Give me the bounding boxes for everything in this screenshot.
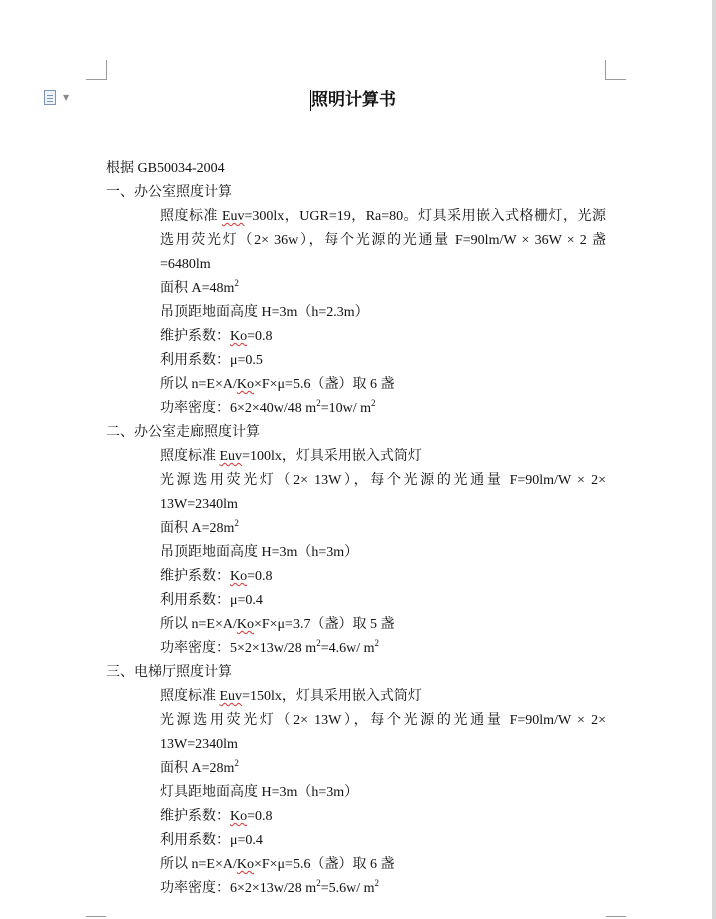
fixture-count-line[interactable]: 所以 n=E×A/Ko×F×μ=3.7（盏）取 5 盏 [160, 617, 395, 632]
maintenance-factor-line[interactable]: 维护系数：Ko=0.8 [160, 809, 273, 824]
crop-mark-top-right-h [606, 79, 626, 80]
page-edge [712, 0, 716, 919]
area-line[interactable]: 面积 $A=48m^2$ [160, 278, 239, 296]
height-line[interactable]: 吊顶距地面高度 H=3m（h=3m） [160, 545, 359, 560]
power-density-line[interactable]: 功率密度：6×2×13w/28 $m^2=5.6w/$ $m^2$ [160, 878, 379, 896]
height-line[interactable]: 吊顶距地面高度 H=3m（h=2.3m） [160, 305, 369, 320]
power-density-line[interactable]: 功率密度：6×2×40w/48 $m^2=10w/$ $m^2$ [160, 398, 376, 416]
section-heading[interactable]: 三、电梯厅照度计算 [106, 665, 232, 680]
light-source-line-cont[interactable]: 13W=2340lm [160, 737, 238, 752]
light-source-line[interactable]: 光源选用荧光灯（2× 13W），每个光源的光通量 F=90lm/W × 2× [160, 473, 606, 488]
fixture-count-line[interactable]: 所以 n=E×A/Ko×F×μ=5.6（盏）取 6 盏 [160, 857, 395, 872]
crop-mark-bottom-right-h [606, 916, 626, 917]
crop-mark-top-left-h [86, 79, 106, 80]
illuminance-standard-line[interactable]: 照度标准 Euv=100lx，灯具采用嵌入式筒灯 [160, 449, 422, 464]
maintenance-factor-line[interactable]: 维护系数：Ko=0.8 [160, 569, 273, 584]
illuminance-standard-line[interactable]: 照度标准 Euv=150lx，灯具采用嵌入式筒灯 [160, 689, 422, 704]
utilization-factor-line[interactable]: 利用系数：μ=0.4 [160, 593, 263, 608]
maintenance-factor-line[interactable]: 维护系数：Ko=0.8 [160, 329, 273, 344]
area-line[interactable]: 面积 $A=28m^2$ [160, 758, 239, 776]
area-line[interactable]: 面积 $A=28m^2$ [160, 518, 239, 536]
chevron-down-icon[interactable]: ▼ [63, 93, 70, 102]
power-density-line[interactable]: 功率密度：5×2×13w/28 $m^2=4.6w/$ $m^2$ [160, 638, 379, 656]
utilization-factor-line[interactable]: 利用系数：μ=0.5 [160, 353, 263, 368]
crop-mark-bottom-left-h [86, 916, 106, 917]
illuminance-standard-line[interactable]: 照度标准 Euv=300lx，UGR=19，Ra=80。灯具采用嵌入式格栅灯，光源 [160, 209, 607, 224]
crop-mark-top-left-v [106, 60, 107, 80]
light-source-line-cont[interactable]: 13W=2340lm [160, 497, 238, 512]
section-heading[interactable]: 一、办公室照度计算 [106, 185, 232, 200]
utilization-factor-line[interactable]: 利用系数：μ=0.4 [160, 833, 263, 848]
fixture-count-line[interactable]: 所以 n=E×A/Ko×F×μ=5.6（盏）取 6 盏 [160, 377, 395, 392]
crop-mark-top-right-v [605, 60, 606, 80]
spellcheck-word: Euv [221, 209, 245, 224]
light-source-line[interactable]: 选用荧光灯（2× 36w），每个光源的光通量 F=90lm/W × 36W × 2 盏 [160, 233, 606, 248]
light-source-line-cont[interactable]: =6480lm [160, 257, 211, 272]
section-heading[interactable]: 二、办公室走廊照度计算 [106, 425, 260, 440]
height-line[interactable]: 灯具距地面高度 H=3m（h=3m） [160, 785, 359, 800]
basis-line[interactable]: 根据 GB50034-2004 [106, 161, 225, 176]
light-source-line[interactable]: 光源选用荧光灯（2× 13W），每个光源的光通量 F=90lm/W × 2× [160, 713, 606, 728]
document-icon[interactable] [44, 90, 56, 105]
document-title[interactable]: 照明计算书 [311, 90, 396, 110]
